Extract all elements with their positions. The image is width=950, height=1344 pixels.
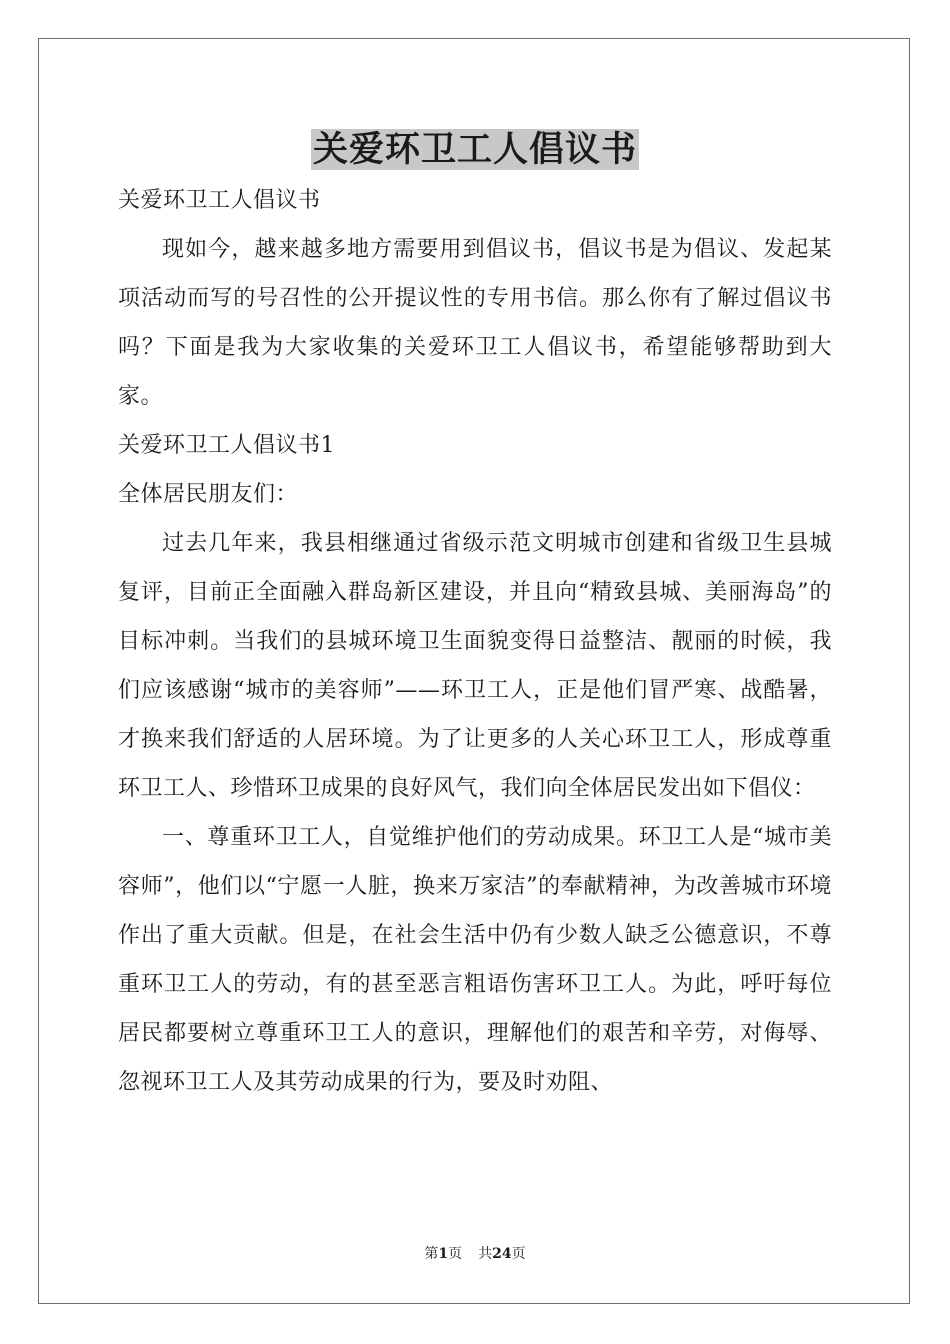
paragraph-intro: 现如今，越来越多地方需要用到倡议书，倡议书是为倡议、发起某项活动而写的号召性的公开提议性的专用书信。那么你有了解过倡议书吗？下面是我为大家收集的关爱环卫工人倡议书，希望能够帮助到大家。 xyxy=(118,237,832,409)
page-suffix: 页 xyxy=(448,1246,463,1262)
total-suffix: 页 xyxy=(511,1246,526,1262)
paragraph-background: 过去几年来，我县相继通过省级示范文明城市创建和省级卫生县城复评，目前正全面融入群岛新区建设，并且向“精致县城、美丽海岛”的目标冲刺。当我们的县城环境卫生面貌变得日益整洁、靓丽的时候，我们应该感谢“城市的美容师”——环卫工人，正是他们冒严寒、战酷暑，才换来我们舒适的人居环境。为了让更多的人关心环卫工人，形成尊重环卫工人、珍惜环卫成果的良好风气，我们向全体居民发出如下倡仪： xyxy=(118,531,832,801)
page-prefix: 第 xyxy=(424,1246,439,1262)
document-body xyxy=(118,176,832,1107)
document-title-text: 关爱环卫工人倡议书 xyxy=(312,129,637,170)
page-total: 24 xyxy=(492,1246,512,1262)
paragraph-section-heading: 关爱环卫工人倡议书1 xyxy=(118,433,335,458)
document-title xyxy=(0,127,950,173)
paragraph-salutation: 全体居民朋友们： xyxy=(118,482,299,507)
paragraph-proposal-one: 一、尊重环卫工人，自觉维护他们的劳动成果。环卫工人是“城市美容师”，他们以“宁愿一人脏，换来万家洁”的奉献精神，为改善城市环境作出了重大贡献。但是，在社会生活中仍有少数人缺乏公德意识，不尊重环卫工人的劳动，有的甚至恶言粗语伤害环卫工人。为此，呼吁每位居民都要树立尊重环卫工人的意识，理解他们的艰苦和辛劳，对侮辱、忽视环卫工人及其劳动成果的行为，要及时劝阻、 xyxy=(118,825,832,1095)
page-current: 1 xyxy=(438,1246,449,1262)
paragraph-subtitle: 关爱环卫工人倡议书 xyxy=(118,188,321,213)
page-number-footer xyxy=(0,1244,950,1264)
total-prefix: 共 xyxy=(478,1246,493,1262)
